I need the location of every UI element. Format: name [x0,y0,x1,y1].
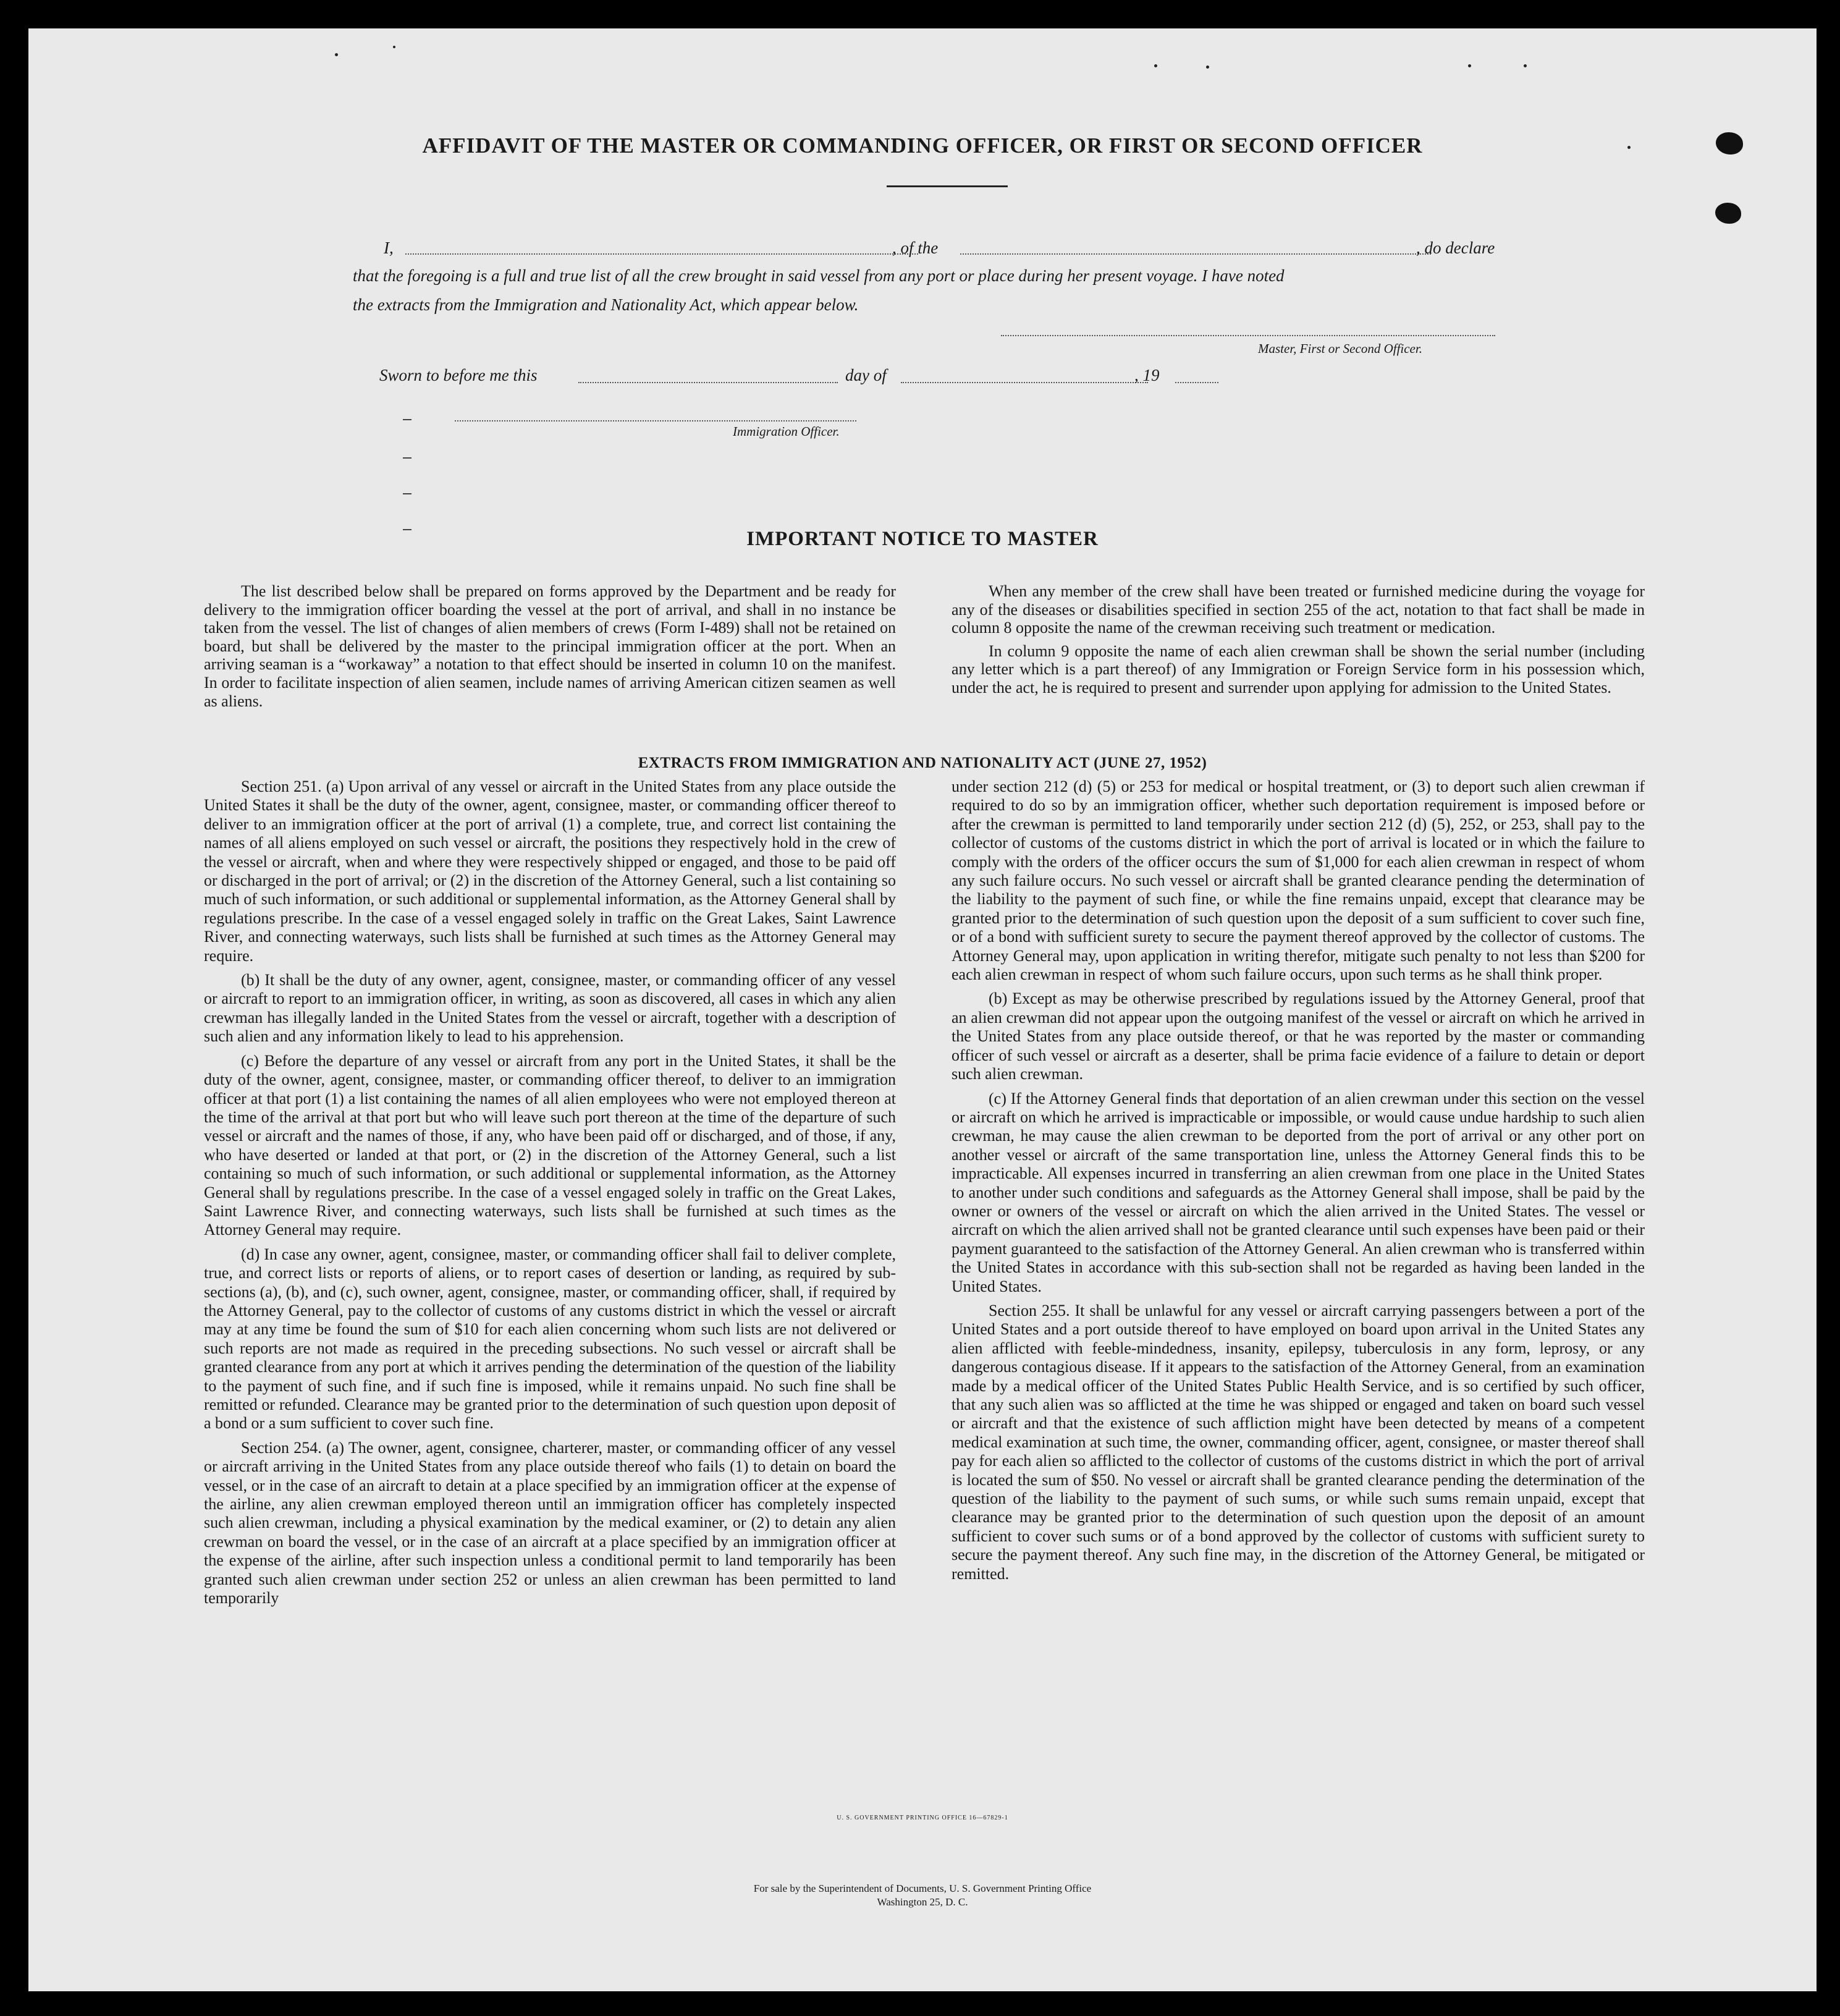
immigration-officer-caption: Immigration Officer. [733,424,840,439]
sworn-year-field[interactable] [1175,382,1218,383]
document-page [28,28,1817,1991]
scan-speck [393,46,395,48]
notice-paragraph: When any member of the crew shall have been treated or furnished medicine during the voyage for any of the diseases or disabilities specified in section 255 of the act, notation to that fact shall be made in column 8 opposite the name of the crewman receiving such treatment or medication. [952,582,1645,637]
sale-line-1: For sale by the Superintendent of Documents, U. S. Government Printing Office [753,1883,1092,1894]
year-label: , 19 [1134,366,1160,384]
law-paragraph: (d) In case any owner, agent, consignee, master, or commanding officer shall fail to deliver complete, true, and correct lists or reports of aliens, or to report cases of desertion or landing, as required by sub-sections (a), (b), and (c), such owner, agent, consignee, master, or commanding officer, shall, if required by the Attorney General, pay to the collector of customs of any customs district in which the vessel or aircraft may at any time be found the sum of $10 for each alien concerning whom such lists are not delivered or such reports are not made as required in the preceding subsections. No such vessel or aircraft shall be granted clearance from any port at which it arrives pending the determination of the question of the liability to the payment of such fine, and if such fine is imposed, while it remains unpaid. No such fine shall be remitted or refunded. Clearance may be granted prior to the determination of such question upon deposit of a bond or a sum sufficient to cover such fine. [204,1245,896,1433]
law-paragraph: Section 254. (a) The owner, agent, consignee, charterer, master, or commanding officer of any vessel or aircraft arriving in the United States from any place outside thereof who fails (1) to detain on board the vessel, or in the case of an aircraft to detain at a place specified by an immigration officer at the expense of the airline, any alien crewman employed thereon until an immigration officer has completely inspected such alien crewman, including a physical examination by the medical examiner, or (2) to detain any alien crewman on board the vessel, or in the case of an aircraft at a place specified by an immigration officer at the expense of the airline, after such inspection unless a conditional permit to land temporarily has been granted such alien crewman under section 252 or unless an alien crewman has been permitted to land temporarily [204,1438,896,1607]
notice-paragraph: The list described below shall be prepared on forms approved by the Department and be ready for delivery to the immigration officer boarding the vessel at the port of arrival, and shall in no instance be taken from the vessel. The list of changes of alien members of crews (Form I-489) shall not be retained on board, but shall be delivered by the master to the principal immigration officer at the port. When an arriving seaman is a “workaway” a notation to that effect should be inserted in column 10 on the manifest. In order to facilitate inspection of alien seamen, include names of arriving American citizen seamen as well as aliens. [204,582,896,710]
title-rule [887,185,1008,187]
notice-title: IMPORTANT NOTICE TO MASTER [746,528,1099,550]
notice-paragraph: In column 9 opposite the name of each alien crewman shall be shown the serial number (including any letter which is a part thereof) of any Immigration or Foreign Service form in his possession which, under the act, he is required to present and surrender upon applying for admission to the United States. [952,642,1645,697]
declaration-text-line2: the extracts from the Immigration and Nationality Act, which appear below. [353,295,859,314]
extracts-title: EXTRACTS FROM IMMIGRATION AND NATIONALITY ACT (JUNE 27, 1952) [638,755,1207,771]
declarant-name-field[interactable] [405,253,918,255]
scan-mark [403,457,411,459]
scan-speck [1206,66,1209,69]
punch-hole-mark [1715,203,1741,224]
declaration-text-line1: that the foregoing is a full and true list of all the crew brought in said vessel from any port or place during her present voyage. I have noted [353,266,1285,285]
affidavit-title: AFFIDAVIT OF THE MASTER OR COMMANDING OFFICER, OR FIRST OR SECOND OFFICER [422,133,1423,158]
law-paragraph: Section 255. It shall be unlawful for any vessel or aircraft carrying passengers between a port of the United States and a port outside thereof to have employed on board upon arrival in the United States any alien afflicted with feeble-mindedness, insanity, epilepsy, tuberculosis in any form, leprosy, or any dangerous contagious disease. If it appears to the satisfaction of the Attorney General, from an examination made by a medical officer of the United States Public Health Service, and is so certified by such officer, that any such alien was so afflicted at the time he was shipped or engaged and taken on board such vessel or aircraft and that the existence of such affliction might have been detected by means of a competent medical examination at such time, the owner, commanding officer, agent, consignee, or master thereof shall pay for each alien so afflicted to the collector of customs of the customs district in which the port of arrival is located the sum of $50. No vessel or aircraft shall be granted clearance pending the determination of the question of the liability to the payment of such sums, or while such sums remain unpaid, except that clearance may be granted prior to the determination of such question upon the deposit of an amount sufficient to cover such sums or of a bond approved by the collector of customs with sufficient surety to secure the payment thereof. Any such fine may, in the discretion of the Attorney General, be mitigated or remitted. [952,1301,1645,1583]
sworn-month-field[interactable] [901,382,1148,383]
law-paragraph: (c) Before the departure of any vessel or aircraft from any port in the United States, it shall be the duty of the owner, agent, consignee, master, or commanding officer thereof, to deliver to an immigration officer at that port (1) a list containing the names of all alien employees who were not employed thereon at the time of the arrival at that port but who will leave such port thereon at the time of the departure of such vessel or aircraft and the names of those, if any, who have been paid off or discharged, and of those, if any, who have deserted or landed at that port, or (2) in the discretion of the Attorney General, such a list containing so much of such information, or such additional or supplemental information, as the Attorney General shall by regulations prescribe. In the case of a vessel engaged solely in traffic on the Great Lakes, Saint Lawrence River, and connecting waterways, such lists shall be furnished at such times as the Attorney General may require. [204,1051,896,1239]
of-the-label: , of the [892,239,939,257]
scan-speck [1468,64,1471,67]
scan-mark [403,419,411,420]
law-paragraph: (b) It shall be the duty of any owner, agent, consignee, master, or commanding officer of any vessel or aircraft to report to an immigration officer, in writing, as soon as discovered, all cases in which any alien crewman has illegally landed in the United States from the vessel or aircraft, together with a description of such alien and any information likely to lead to his apprehension. [204,971,896,1046]
master-signature-field[interactable] [1001,335,1495,336]
notice-right-column [952,582,1645,702]
extracts-right-column [952,777,1645,1589]
master-signature-caption: Master, First or Second Officer. [1258,341,1422,356]
law-paragraph: (b) Except as may be otherwise prescribed by regulations issued by the Attorney General, proof that an alien crewman did not appear upon the outgoing manifest of the vessel or aircraft on which he arrived in the United States from any place outside thereof, or that he was reported by the master or commanding officer of such vessel or aircraft as a deserter, shall be prima facie evidence of a failure to detain or deport such alien crewman. [952,989,1645,1083]
scan-speck [1154,64,1157,67]
vessel-name-field[interactable] [960,253,1431,255]
sworn-day-field[interactable] [578,382,838,383]
day-of-label: day of [845,366,887,384]
declare-label: , do declare [1416,239,1495,257]
scan-speck [1524,64,1527,67]
scan-mark [403,493,411,494]
gpo-imprint: U. S. GOVERNMENT PRINTING OFFICE 16—67829-1 [837,1815,1008,1821]
law-paragraph: under section 212 (d) (5) or 253 for medical or hospital treatment, or (3) to deport such alien crewman if required to do so by an immigration officer, whether such deportation requirement is imposed before or after the crewman is permitted to land temporarily under section 212 (d) (5), 252, or 253, shall pay to the collector of customs of the customs district in which the port of arrival is located or in which the failure to comply with the orders of the officer occurs the sum of $1,000 for each alien crewman in respect of whom any such failure occurs. No such vessel or aircraft shall be granted clearance pending the determination of the liability to the payment of such fine, or while the fine remains unpaid, except that clearance may be granted prior to the determination of such question upon the deposit of a sum sufficient to cover such fine, or of a bond with sufficient surety to secure the payment thereof approved by the collector of customs. The Attorney General may, upon application in writing therefor, mitigate such penalty to not less than $200 for each alien crewman in respect of whom such failure occurs, upon such terms as he shall think proper. [952,777,1645,984]
sworn-label: Sworn to before me this [379,366,538,384]
extracts-left-column [204,777,896,1613]
law-paragraph: (c) If the Attorney General finds that deportation of an alien crewman under this section on the vessel or aircraft on which he arrived is impracticable or impossible, or would cause undue hardship to such alien crewman, he may cause the alien crewman to be deported from the port of arrival or any other port on another vessel or aircraft of the same transportation line, unless the Attorney General finds this to be impracticable. All expenses incurred in transferring an alien crewman from one place in the United States to another under such conditions and safeguards as the Attorney General shall impose, shall be paid by the owner or owners of the vessel or aircraft on which the alien arrived in the United States. The vessel or aircraft on which the alien arrived shall not be granted clearance until such expenses have been paid or their payment guaranteed to the satisfaction of the Attorney General. An alien crewman who is transferred within the United States in accordance with this sub-section shall not be regarded as having been landed in the United States. [952,1089,1645,1295]
declarant-label: I, [384,239,394,257]
immigration-officer-signature-field[interactable] [455,420,856,421]
scan-speck [335,53,338,56]
notice-left-column [204,582,896,715]
law-paragraph: Section 251. (a) Upon arrival of any vessel or aircraft in the United States from any place outside the United States it shall be the duty of the owner, agent, consignee, master, or commanding officer thereof to deliver to an immigration officer at the port of arrival (1) a complete, true, and correct list containing the names of all aliens employed on such vessel or aircraft, the positions they respectively hold in the crew of the vessel or aircraft, when and where they were respectively shipped or engaged, and those to be paid off or discharged in the port of arrival; or (2) in the discretion of the Attorney General, such a list containing so much of such information, or such additional or supplemental information, as the Attorney General shall by regulations prescribe. In the case of a vessel engaged solely in traffic on the Great Lakes, Saint Lawrence River, and connecting waterways, such lists shall be furnished at such times as the Attorney General may require. [204,777,896,965]
sale-line-2: Washington 25, D. C. [877,1896,968,1908]
